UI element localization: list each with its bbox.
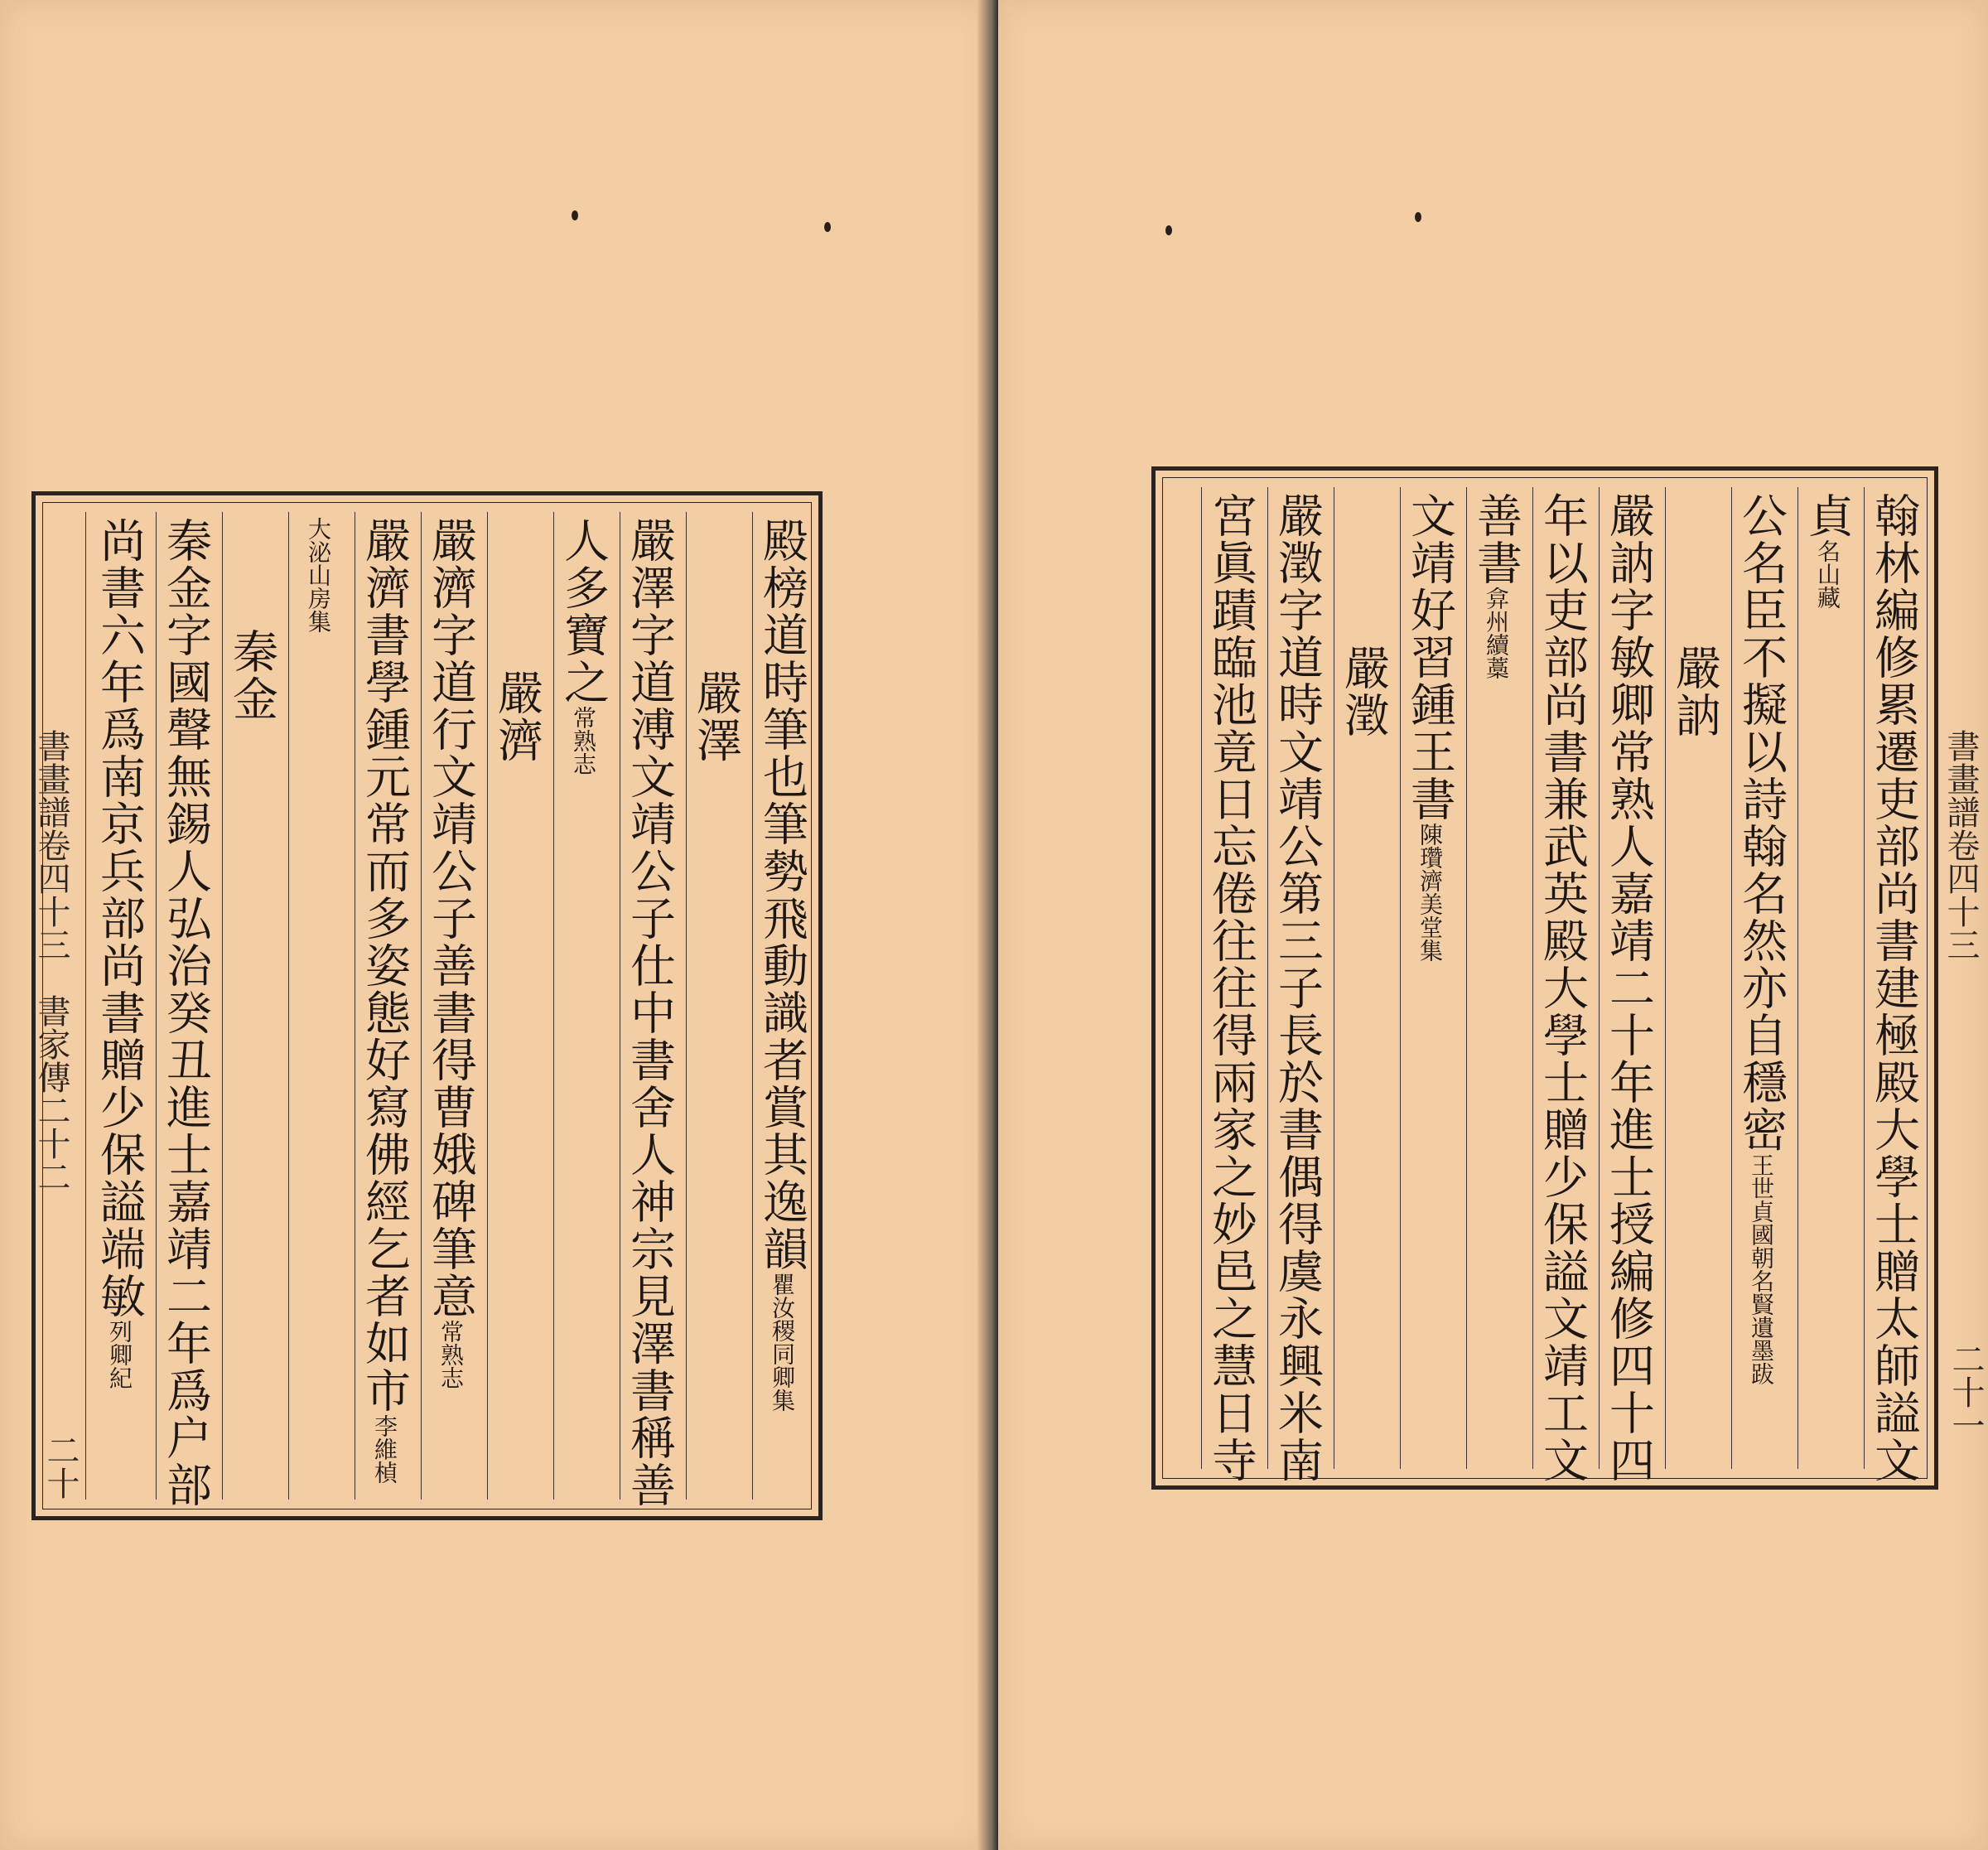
text-column: 秦金字國聲無錫人弘治癸丑進士嘉靖二年爲户部 (156, 512, 215, 1500)
text-column: 善書弇州續藁 (1466, 487, 1525, 1469)
text-column: 嚴訥字敏卿常熟人嘉靖二十年進士授編修四十四 (1599, 487, 1657, 1469)
margin-title: 書畫譜卷四十三 (1942, 729, 1980, 961)
text-column: 宮眞蹟臨池竟日忘倦往往得兩家之妙邑之慧日寺 (1201, 487, 1260, 1469)
binding-hole (824, 222, 831, 232)
section-heading: 嚴濟 (487, 512, 546, 1500)
left-page (0, 0, 990, 1850)
text-column: 年以吏部尚書兼武英殿大學士贈少保謚文靖工文 (1532, 487, 1591, 1469)
text-column: 嚴濟書學鍾元常而多姿態好寫佛經乞者如市李維楨 (355, 512, 413, 1500)
page-number: 二十 (41, 1433, 80, 1500)
margin-title: 書畫譜卷四十三 書家傳二十二 (32, 729, 70, 1193)
section-heading: 嚴澂 (1334, 487, 1392, 1469)
binding-hole (1165, 225, 1172, 235)
binding-hole (572, 210, 578, 220)
page-number: 二十一 (1947, 1342, 1985, 1442)
text-column: 貞名山藏 (1797, 487, 1856, 1469)
section-heading: 嚴訥 (1665, 487, 1724, 1469)
text-column: 殿榜道時筆也筆勢飛動識者賞其逸韻瞿汝稷同卿集 (752, 512, 811, 1500)
text-column: 翰林編修累遷吏部尚書建極殿大學士贈太師謚文 (1864, 487, 1923, 1469)
text-column: 嚴澤字道溥文靖公子仕中書舍人神宗見澤書稱善 (620, 512, 678, 1500)
text-column: 公名臣不擬以詩翰名然亦自穩密王世貞國朝名賢遺墨跋 (1731, 487, 1790, 1469)
section-heading: 嚴澤 (686, 512, 745, 1500)
text-column: 嚴濟字道行文靖公子善書得曹娥碑筆意常熟志 (421, 512, 480, 1500)
binding-hole (1415, 212, 1421, 222)
right-text-frame (1151, 466, 1938, 1490)
section-heading: 秦金 (222, 512, 281, 1500)
text-column: 大泌山房集 (288, 512, 347, 1500)
text-column: 尚書六年爲南京兵部尚書贈少保謚端敏列卿紀 (85, 512, 148, 1500)
left-text-frame (31, 491, 823, 1520)
text-column: 人多寶之常熟志 (553, 512, 612, 1500)
right-page (998, 0, 1988, 1850)
text-column: 嚴澂字道時文靖公第三子長於書偶得虞永興米南 (1267, 487, 1326, 1469)
text-column: 文靖好習鍾王書陳瓚濟美堂集 (1400, 487, 1459, 1469)
